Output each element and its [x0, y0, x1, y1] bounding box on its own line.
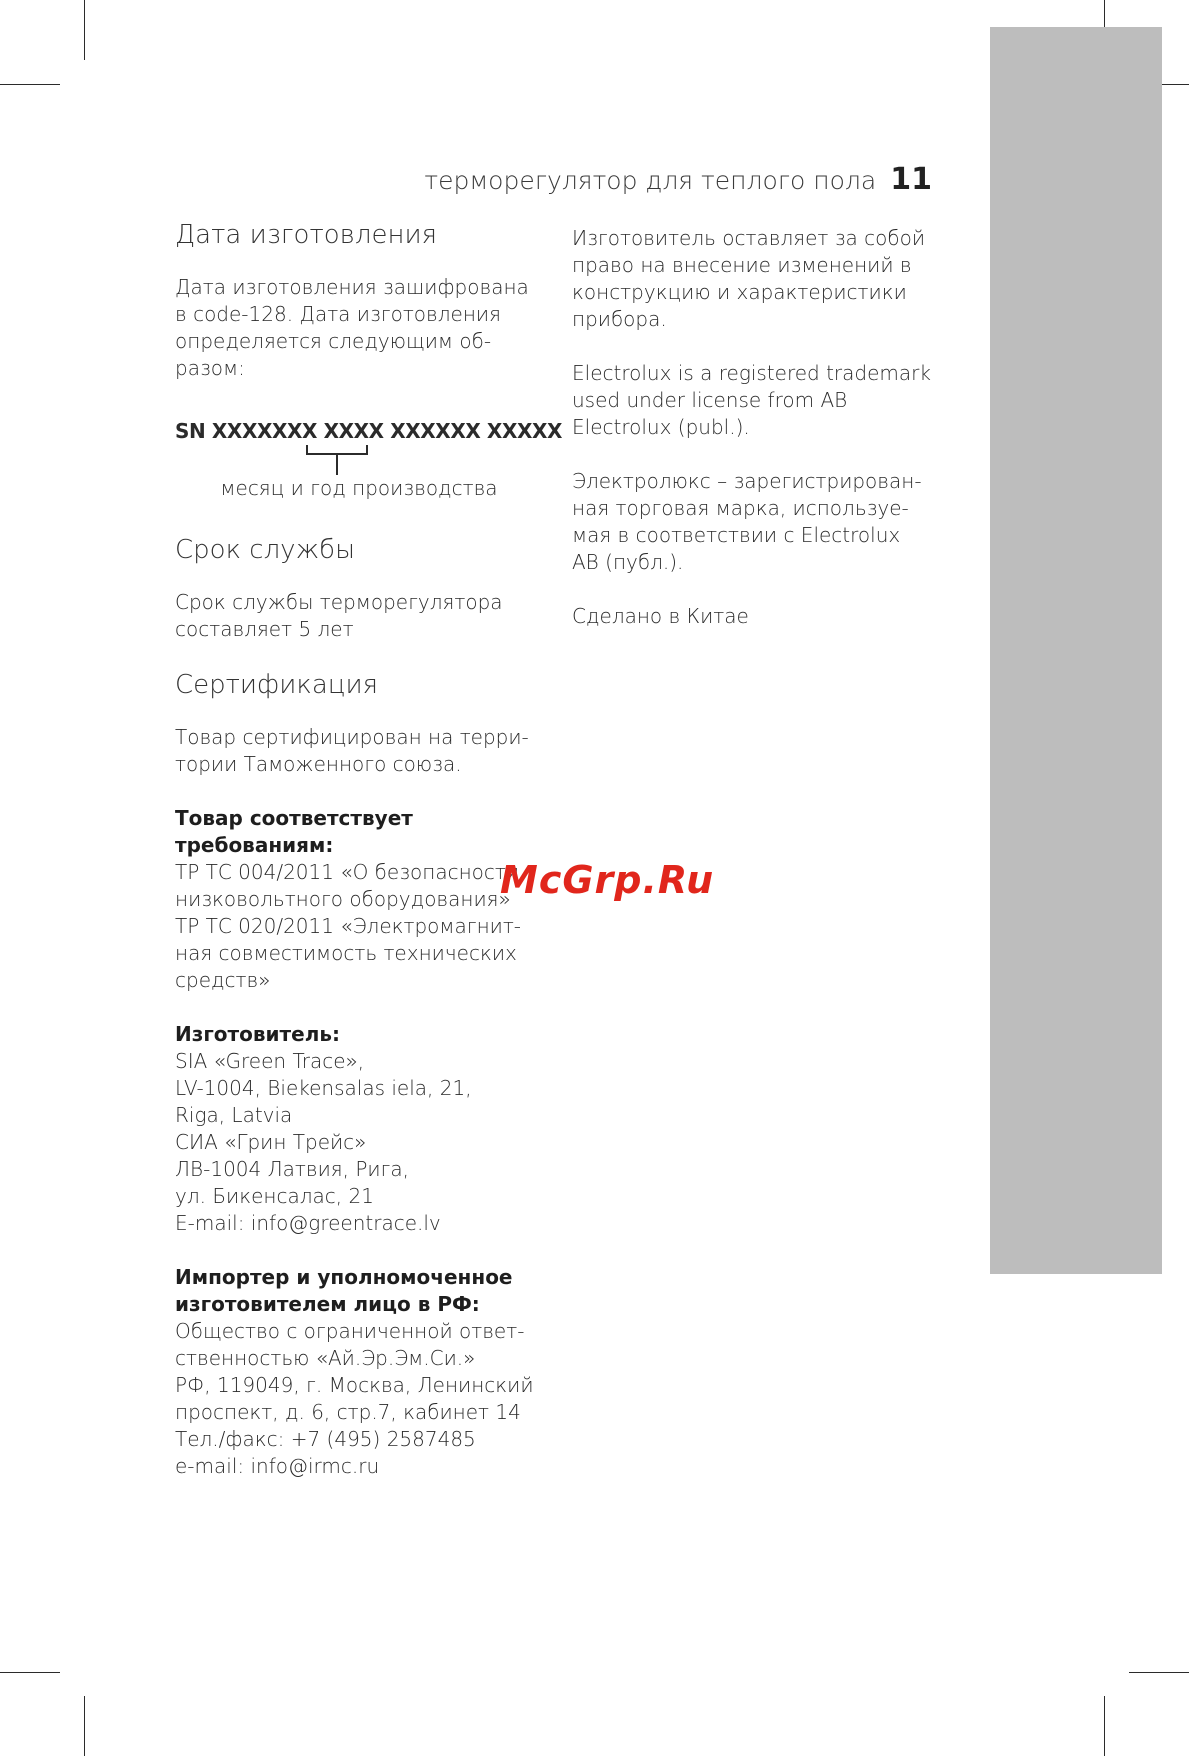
trademark-en: Electrolux is a registered trademark used under license from AB Electrolux (publ.). — [572, 361, 931, 439]
crop-mark — [1104, 1696, 1105, 1756]
cert-text: Товар сертифицирован на терри- тории Таможенного союза. — [175, 725, 529, 776]
crop-mark — [1129, 1672, 1189, 1673]
crop-mark — [84, 0, 85, 60]
serial-number-format: SN XXXXXXX XXXX XXXXXX XXXXX — [175, 419, 563, 443]
running-header — [300, 162, 932, 197]
changes-text: Изготовитель оставляет за собой право на внесение изменений в конструкцию и характеристики прибора. — [572, 226, 926, 331]
crop-mark — [0, 84, 60, 85]
date-text: Дата изготовления зашифрована в code-128. Дата изготовления определяется следующим об- разом: — [175, 275, 529, 380]
running-title: терморегулятор для теплого пола — [424, 166, 877, 195]
service-heading: Срок службы — [175, 535, 355, 565]
left-column — [175, 220, 563, 1507]
right-column — [572, 225, 942, 657]
watermark: McGrp.Ru — [500, 858, 715, 902]
page-number: 11 — [890, 162, 932, 197]
manufacturer-block: Изготовитель: SIA «Green Trace», LV-1004, Biekensalas iela, 21, Riga, Latvia СИА «Грин Трейс» ЛВ-1004 Латвия, Рига, ул. Бикенсалас, 21 E-mail: info@greentrace.lv — [175, 1022, 472, 1235]
made-in: Сделано в Китае — [572, 604, 749, 628]
date-heading: Дата изготовления — [175, 220, 437, 250]
trademark-ru: Электролюкс – зарегистрирован- ная торговая марка, используе- мая в соответствии с Electrolux AB (публ.). — [572, 469, 922, 574]
section-tab — [990, 27, 1162, 1274]
compliance-block: Товар соответствует требованиям: ТР ТС 004/2011 «О безопасности низковольтного оборудования» ТР ТС 020/2011 «Электромагнит- ная совместимость технических средств» — [175, 806, 522, 992]
crop-mark — [0, 1672, 60, 1673]
service-text: Срок службы терморегулятора составляет 5 лет — [175, 590, 503, 641]
crop-mark — [84, 1696, 85, 1756]
serial-bracket — [175, 445, 543, 475]
importer-block: Импортер и уполномоченное изготовителем лицо в РФ: Общество с ограниченной ответ- ственностью «Ай.Эр.Эм.Си.» РФ, 119049, г. Москва, Ленинский проспект, д. 6, стр.7, кабинет 14 Тел./факс: +7 (495) 2587485 e-mail: info@irmc.ru — [175, 1265, 534, 1478]
serial-caption: месяц и год производства — [220, 476, 498, 500]
cert-heading: Сертификация — [175, 670, 378, 700]
